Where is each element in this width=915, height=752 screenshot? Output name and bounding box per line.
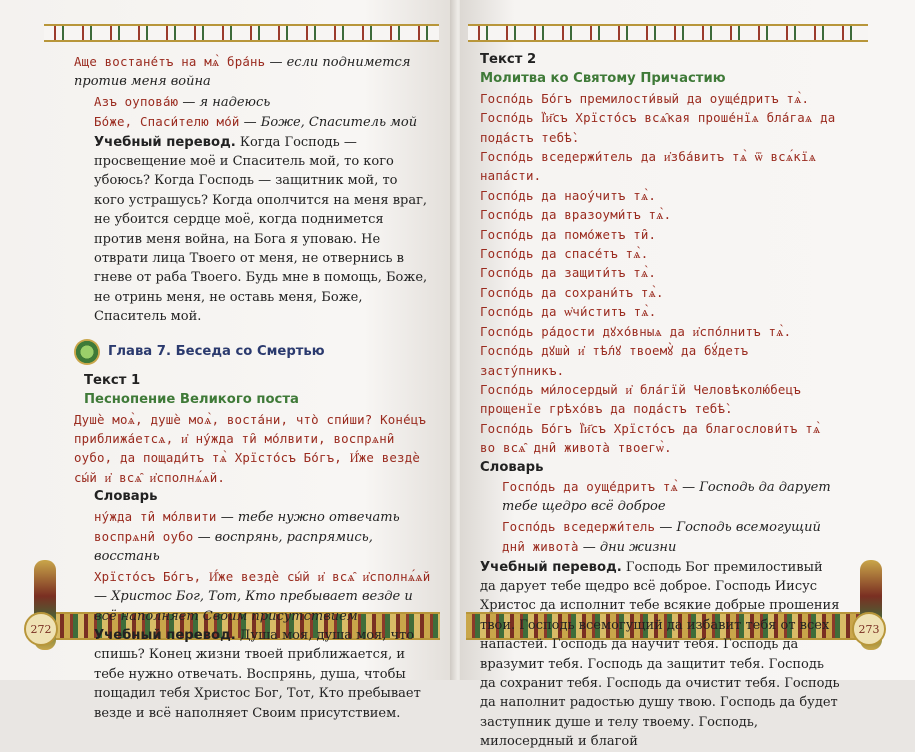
prayer-line: Госпо́дь ра́дости дꙋхо́вныѧ да и҆спо́лнитъ тѧ̀. <box>480 323 792 339</box>
prayer-line: Госпо́дь да ѡ҆чи́ститъ тѧ̀. <box>480 304 657 320</box>
prayer-line: Госпо́дь Бо́гъ Ї҆и҃съ Хрїсто́съ да благослови́тъ тѧ̀ во всѧ̑ дни̑ живота̀ твоегѡ̀. <box>480 420 821 456</box>
vocab-label: Словарь <box>94 489 158 505</box>
left-page <box>0 0 455 721</box>
page-number: 273 <box>852 612 886 646</box>
vocab-entry: Хрїсто́съ Бо́гъ, И҆́же вездѐ сы́й и҆ всѧ̑ и҆сполнѧ́ѧй — Христос Бог, Тот, Кто пребывает везде и всё наполняет Своим присутствием <box>94 568 431 624</box>
prayer-line: Госпо́дь дꙋшѝ и҆ тѣ́лꙋ твоемꙋ̀ да бꙋ́детъ засту́пникъ. <box>480 343 749 378</box>
page-number: 272 <box>24 612 58 646</box>
chapter-medal-icon <box>74 339 100 365</box>
vocab-entry: ну́жда ти̑ мо́лвити — тебе нужно отвечать <box>94 508 400 525</box>
chapter-heading <box>74 339 432 365</box>
vocab-label: Словарь <box>480 459 544 475</box>
prayer-line: Госпо́дь да защити́тъ тѧ̀. <box>480 265 657 281</box>
prayer-line: Госпо́дь да вразоуми́тъ тѧ̀. <box>480 207 672 223</box>
translation-paragraph: Учебный перевод. Господь Бог премилостивый да дарует тебе щедро всё доброе. Господь Иисус Христос да исполнит тебе всякие добрые прошения твои. Господь всемогущий да избавит тебя от всех напастей. Господь да научит тебя. Господь да вразумит тебя. Господь да защитит тебя. Господь да сохранит тебя. Господь да очистит тебя. Господь да наполнит радостью душу твою. Господь да будет заступник душе и телу твоему. Господь, милосердный и благой <box>480 559 840 750</box>
translation-paragraph: Учебный перевод. Душа моя, душа моя, что спишь? Конец жизни твоей приближается, и тебе нужно отвечать. Воспрянь, душа, чтобы пощадил тебя Христос Бог, Тот, Кто пребывает везде и всё наполняет Своим присутствием. <box>94 627 421 721</box>
prayer-line: Госпо́дь ми́лосердый и҆ бла́гїй Человѣколю́бецъ прощенїе грѣхо́въ да пода́стъ тебѣ̀. <box>480 381 801 417</box>
vocab-entry: Аще востане́тъ на мѧ̀ бра́нь — если поднимется против меня война <box>74 54 411 90</box>
vocab-entry: Азъ оупова́ю — я надеюсь <box>94 93 271 110</box>
prayer-line: Госпо́дь да сохрани́тъ тѧ̀. <box>480 284 664 300</box>
vocab-entry: Госпо́дь вседержи́тель — Господь всемогущий <box>502 518 821 535</box>
vocab-entry: Госпо́дь да оуще́дритъ тѧ̀ — Господь да дарует тебе щедро всё доброе <box>502 478 831 515</box>
prayer-line: Госпо́дь вседержи́тель да и҆зба́витъ тѧ̀ ѿ всѧ́кїѧ напа́сти. <box>480 149 817 184</box>
church-slavonic-text: Душѐ моѧ̀, душѐ моѧ̀, воста́ни, что̀ спи́ши? Коне́цъ приближа́етсѧ, и҆ ну́жда ти̑ мо́лвити, воспрѧни̑ оубо, да пощади́тъ тѧ̀ Хрїсто́съ Бо́гъ, И҆́же вездѐ сы́й и҆ всѧ̑ и҆сполнѧ́ѧй. <box>74 411 427 485</box>
vocab-entry: воспрѧни̑ оубо — воспрянь, распрямись, восстань <box>94 528 373 565</box>
text-label: Текст 1 <box>84 372 141 388</box>
text-title: Молитва ко Святому Причастию <box>480 71 726 87</box>
prayer-line: Госпо́дь Бо́гъ премилости́вый да оуще́дритъ тѧ̀. <box>480 90 810 106</box>
translation-paragraph: Учебный перевод. Когда Господь — просвещение моё и Спаситель мой, то кого убоюсь? Когда Господь — защитник мой, то кого устрашусь? Когда ополчится на меня враг, не убоится сердце моё, когда поднимется против меня война, на Бога я уповаю. Не отврати лица Твоего от меня, не отвернись в гневе от раба Твоего. Будь мне в помощь, Боже, не отринь меня, не оставь меня, Боже, Спаситель мой. <box>94 134 428 325</box>
vocab-entry: дни̑ живота̀ — дни жизни <box>502 539 677 556</box>
prayer-line: Госпо́дь да спасе́тъ тѧ̀. <box>480 246 649 262</box>
chapter-title: Глава 7. Беседа со Смертью <box>108 343 325 359</box>
vocab-entry: Бо́же, Спаси́телю мо́й — Боже, Спаситель мой <box>94 114 418 131</box>
top-ornament-border <box>44 24 439 42</box>
prayer-line: Госпо́дь Ї҆и҃съ Хрїсто́съ всѧ̑кая проше́нїѧ бла́гаѧ да пода́стъ тебѣ̀. <box>480 110 836 145</box>
left-column <box>74 52 432 723</box>
text-label: Текст 2 <box>480 52 537 67</box>
prayer-line: Госпо́дь да помо́жетъ ти̑. <box>480 226 657 242</box>
prayer-line: Госпо́дь да наоу́читъ тѧ̀. <box>480 187 657 203</box>
top-ornament-border <box>468 24 868 42</box>
text-title: Песнопение Великого поста <box>84 392 299 408</box>
right-page <box>460 0 915 750</box>
right-column <box>480 50 840 752</box>
